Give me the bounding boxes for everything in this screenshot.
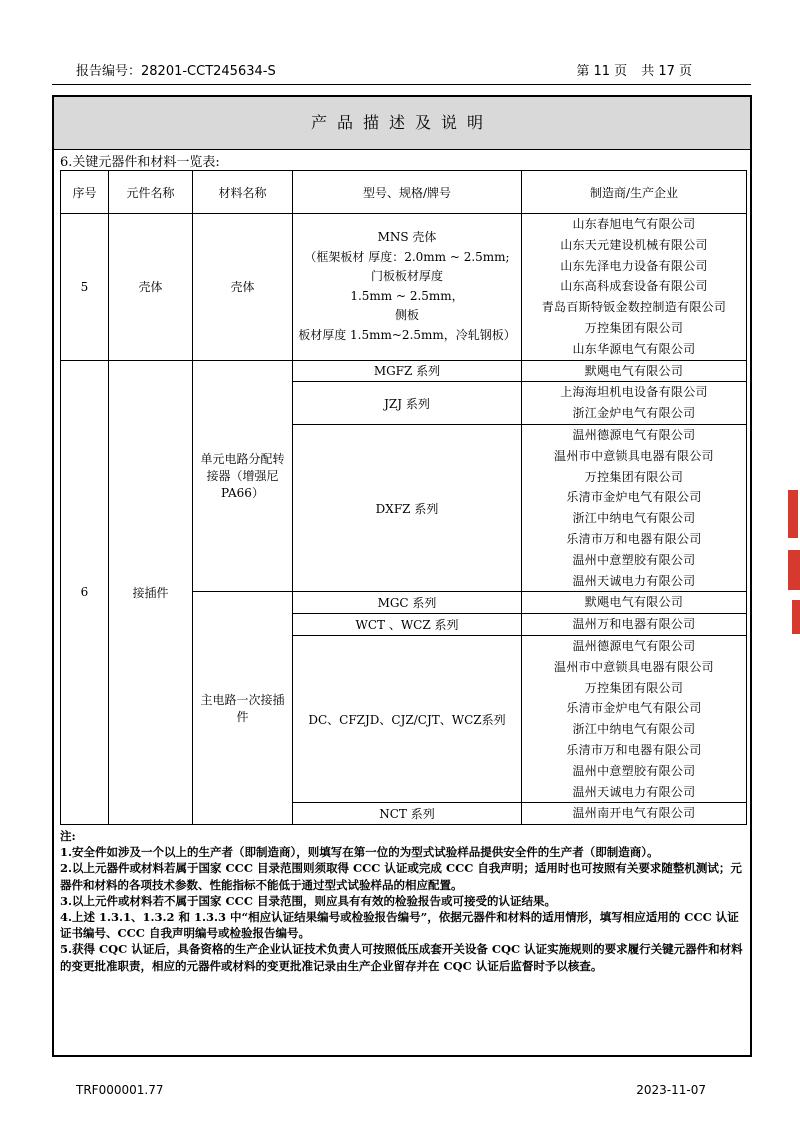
spec-cell: DXFZ 系列 bbox=[293, 424, 522, 591]
table-row bbox=[61, 214, 747, 361]
manufacturer: 山东春旭电气有限公司 bbox=[572, 217, 696, 231]
table-header-row bbox=[61, 171, 747, 214]
manufacturer-cell bbox=[522, 360, 747, 382]
manufacturer: 默飓电气有限公司 bbox=[584, 363, 684, 378]
manufacturer: 乐清市金炉电气有限公司 bbox=[566, 701, 702, 716]
spec-cell: NCT 系列 bbox=[293, 803, 522, 825]
note-item: 1.安全件如涉及一个以上的生产者（即制造商），则填写在第一位的为型式试验样品提供安全件的生产者（即制造商）。 bbox=[60, 845, 659, 860]
page-number: 第 11 页 bbox=[576, 64, 628, 79]
manufacturer: 山东先泽电力设备有限公司 bbox=[560, 258, 708, 273]
manufacturer-cell bbox=[522, 803, 747, 825]
manufacturer: 温州天诚电力有限公司 bbox=[572, 573, 696, 588]
manufacturer-cell bbox=[522, 382, 747, 425]
col-header-component: 元件名称 bbox=[109, 171, 193, 214]
col-header-material: 材料名称 bbox=[193, 171, 293, 214]
manufacturer: 上海海坦机电设备有限公司 bbox=[560, 385, 708, 400]
spec-cell: DC、CFZJD、CJZ/CJT、WCZ系列 bbox=[293, 635, 522, 802]
row-number: 6 bbox=[61, 360, 109, 825]
material-name: 壳体 bbox=[193, 214, 293, 361]
stamp-mark bbox=[792, 600, 800, 634]
manufacturer-cell bbox=[522, 214, 747, 361]
manufacturer: 默飓电气有限公司 bbox=[584, 595, 684, 610]
page-total: 共 17 页 bbox=[641, 64, 692, 79]
manufacturer: 山东高科成套设备有限公司 bbox=[560, 279, 708, 294]
notes-heading: 注: bbox=[60, 829, 76, 843]
spec-line: 侧板 bbox=[394, 308, 419, 323]
spec-line: 门板板材厚度 bbox=[370, 269, 443, 284]
document-frame bbox=[52, 95, 752, 1057]
spec-cell: WCT 、WCZ 系列 bbox=[293, 614, 522, 636]
table-row bbox=[61, 360, 747, 382]
note-item: 3.以上元件或材料若不属于国家 CCC 目录范围，则应具有有效的检验报告或可接受的认证结果。 bbox=[60, 893, 556, 908]
spec-cell: MGFZ 系列 bbox=[293, 360, 522, 382]
manufacturer-cell bbox=[522, 614, 747, 636]
manufacturer: 温州天诚电力有限公司 bbox=[572, 784, 696, 799]
manufacturer-cell bbox=[522, 592, 747, 614]
spec-cell: JZJ 系列 bbox=[293, 382, 522, 425]
seal-stamp-fragment bbox=[788, 490, 800, 640]
report-number: 报告编号：28201-CCT245634-S bbox=[76, 64, 276, 79]
manufacturer: 温州德源电气有限公司 bbox=[572, 638, 696, 653]
header-divider bbox=[52, 84, 751, 85]
spec-cell bbox=[293, 214, 522, 361]
manufacturer: 青岛百斯特钣金数控制造有限公司 bbox=[541, 300, 727, 315]
manufacturer: 温州万和电器有限公司 bbox=[572, 617, 696, 632]
spec-cell: MGC 系列 bbox=[293, 592, 522, 614]
material-name: 单元电路分配转接器（增强尼PA66） bbox=[193, 360, 293, 592]
manufacturer: 浙江中纳电气有限公司 bbox=[572, 722, 696, 737]
row-number: 5 bbox=[61, 214, 109, 361]
stamp-mark bbox=[788, 490, 798, 538]
col-header-no: 序号 bbox=[61, 171, 109, 214]
manufacturer: 万控集团有限公司 bbox=[584, 469, 684, 484]
material-name: 主电路一次接插件 bbox=[193, 592, 293, 825]
manufacturer: 温州市中意锁具电器有限公司 bbox=[554, 659, 714, 674]
col-header-spec: 型号、规格/牌号 bbox=[293, 171, 522, 214]
manufacturer: 温州中意塑胶有限公司 bbox=[572, 552, 696, 567]
note-item: 2.以上元器件或材料若属于国家 CCC 目录范围则须取得 CCC 认证或完成 CCC 自我声明；适用时也可按照有关要求随整机测试；元器件和材料的各项技术参数、性能指标不能低于通过型式试验样品的相应配置。 bbox=[60, 861, 742, 892]
spec-line: 1.5mm ~ 2.5mm， bbox=[350, 288, 464, 303]
manufacturer: 温州德源电气有限公司 bbox=[572, 427, 696, 442]
manufacturer: 浙江金炉电气有限公司 bbox=[572, 406, 696, 421]
manufacturer: 温州市中意锁具电器有限公司 bbox=[554, 448, 714, 463]
manufacturer: 万控集团有限公司 bbox=[584, 680, 684, 695]
manufacturer: 山东华源电气有限公司 bbox=[572, 341, 696, 356]
page-indicator bbox=[562, 60, 692, 79]
spec-line: MNS 壳体 bbox=[377, 230, 437, 245]
footer-date: 2023-11-07 bbox=[636, 1083, 706, 1097]
manufacturer: 万控集团有限公司 bbox=[584, 320, 684, 335]
note-item: 4.上述 1.3.1、1.3.2 和 1.3.3 中“相应认证结果编号或检验报告编号”，依据元器件和材料的适用情形，填写相应适用的 CCC 认证证书编号、CCC 自我声明编号或检验报告编号。 bbox=[60, 910, 739, 941]
components-table bbox=[60, 170, 747, 825]
spec-line: （框架板材 厚度：2.0mm ~ 2.5mm; bbox=[304, 249, 510, 264]
manufacturer: 温州中意塑胶有限公司 bbox=[572, 763, 696, 778]
manufacturer: 乐清市金炉电气有限公司 bbox=[566, 490, 702, 505]
section-subtitle: 6.关键元器件和材料一览表: bbox=[60, 155, 220, 170]
note-item: 5.获得 CQC 认证后，具备资格的生产企业认证技术负责人可按照低压成套开关设备 CQC 认证实施规则的要求履行关键元器件和材料的变更批准职责，相应的元器件或材料的变更批准记录由生产企业留存并在 CQC 认证后监督时予以核查。 bbox=[60, 942, 743, 973]
manufacturer-cell bbox=[522, 424, 747, 591]
manufacturer: 山东天元建设机械有限公司 bbox=[560, 237, 708, 252]
stamp-mark bbox=[788, 550, 800, 590]
manufacturer: 浙江中纳电气有限公司 bbox=[572, 511, 696, 526]
notes-section bbox=[60, 828, 744, 974]
component-name: 接插件 bbox=[109, 360, 193, 825]
manufacturer: 乐清市万和电器有限公司 bbox=[566, 531, 702, 546]
component-name: 壳体 bbox=[109, 214, 193, 361]
spec-line: 板材厚度 1.5mm~2.5mm，冷轧钢板） bbox=[298, 327, 516, 342]
manufacturer-cell bbox=[522, 635, 747, 802]
col-header-manufacturer: 制造商/生产企业 bbox=[522, 171, 747, 214]
manufacturer: 乐清市万和电器有限公司 bbox=[566, 742, 702, 757]
page-title: 产品描述及说明 bbox=[54, 97, 750, 150]
form-number: TRF000001.77 bbox=[76, 1083, 164, 1097]
manufacturer: 温州南开电气有限公司 bbox=[572, 806, 696, 821]
